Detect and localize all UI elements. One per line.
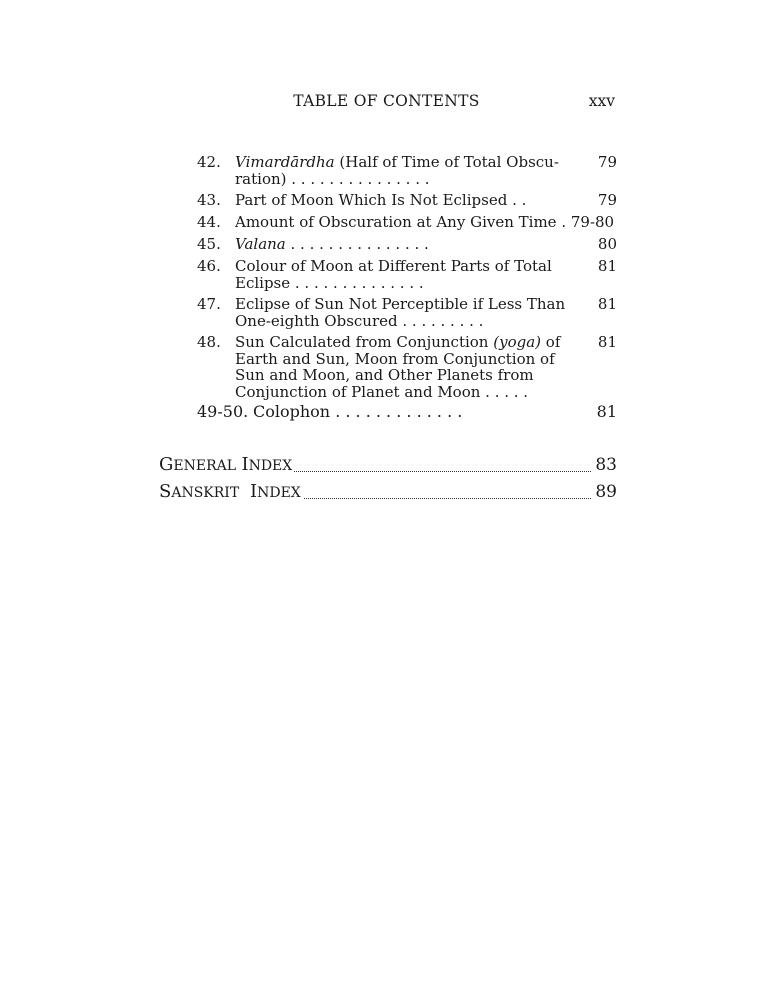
index-page: 83 — [595, 455, 617, 475]
entry-title-line: Part of Moon Which Is Not Eclipsed . . — [235, 191, 527, 209]
entry-page: 80 — [597, 235, 617, 253]
index-label: SANSKRIT INDEX — [159, 482, 301, 502]
entry-title-line: of — [545, 333, 561, 351]
entry-title-line: One-eighth Obscured . . . . . . . . . — [235, 311, 484, 330]
entry-number: 43. — [197, 191, 221, 209]
entry-title-line: . . . . . . . . . . . . . . . — [285, 235, 429, 253]
entry-page: 81 — [597, 333, 617, 351]
entry-title — [235, 154, 570, 187]
entry-title-line: Amount of Obscuration at Any Given Time . 79-80 — [235, 213, 615, 231]
index-page: 89 — [595, 482, 617, 502]
entry-title — [235, 236, 570, 253]
entry-page: 81 — [597, 257, 617, 275]
entry-title-line: Colour of Moon at Different Parts of Total — [235, 257, 552, 275]
running-head-page-number: xxv — [588, 92, 615, 110]
entry-title — [235, 296, 570, 329]
entry-page: 79 — [597, 153, 617, 171]
entry-page: 81 — [596, 402, 617, 421]
entry-number: 48. — [197, 333, 221, 351]
entry-number: 44. — [197, 213, 221, 231]
entry-page: 79 — [597, 191, 617, 209]
entry-number: 42. — [197, 153, 221, 171]
entry-page: 81 — [597, 295, 617, 313]
entry-title-line: Colophon . . . . . . . . . . . . . — [253, 402, 463, 421]
entry-title-italic: Vimardārdha — [235, 153, 335, 171]
entry-title-italic: (yoga) — [493, 333, 542, 351]
entry-number: 45. — [197, 235, 221, 253]
index-label: GENERAL INDEX — [159, 455, 293, 475]
entry-title — [235, 258, 570, 291]
entry-title-line: ration) . . . . . . . . . . . . . . . — [235, 169, 430, 188]
entry-title-line: Earth and Sun, Moon from Conjunction of — [235, 349, 555, 368]
index-entry-sanskrit[interactable] — [159, 482, 617, 503]
entry-title — [235, 192, 570, 209]
entry-title-line: Eclipse of Sun Not Perceptible if Less Than — [235, 295, 566, 313]
entry-title — [235, 334, 570, 400]
entry-title-italic: Valana — [235, 235, 286, 253]
entry-number: 49-50. — [197, 402, 249, 421]
running-head-title: TABLE OF CONTENTS — [293, 92, 480, 110]
index-entry-general[interactable] — [159, 455, 617, 476]
entry-title-line: Sun and Moon, and Other Planets from — [235, 366, 534, 384]
entry-title-line: (Half of Time of Total Obscu- — [339, 153, 559, 171]
entry-title-line: Conjunction of Planet and Moon . . . . . — [235, 382, 529, 401]
entry-title-line: Eclipse . . . . . . . . . . . . . . — [235, 273, 424, 292]
entry-title — [235, 214, 615, 231]
entry-number: 47. — [197, 295, 221, 313]
entry-title-line: Sun Calculated from Conjunction — [235, 333, 489, 351]
entry-number: 46. — [197, 257, 221, 275]
entry-title — [253, 404, 588, 421]
